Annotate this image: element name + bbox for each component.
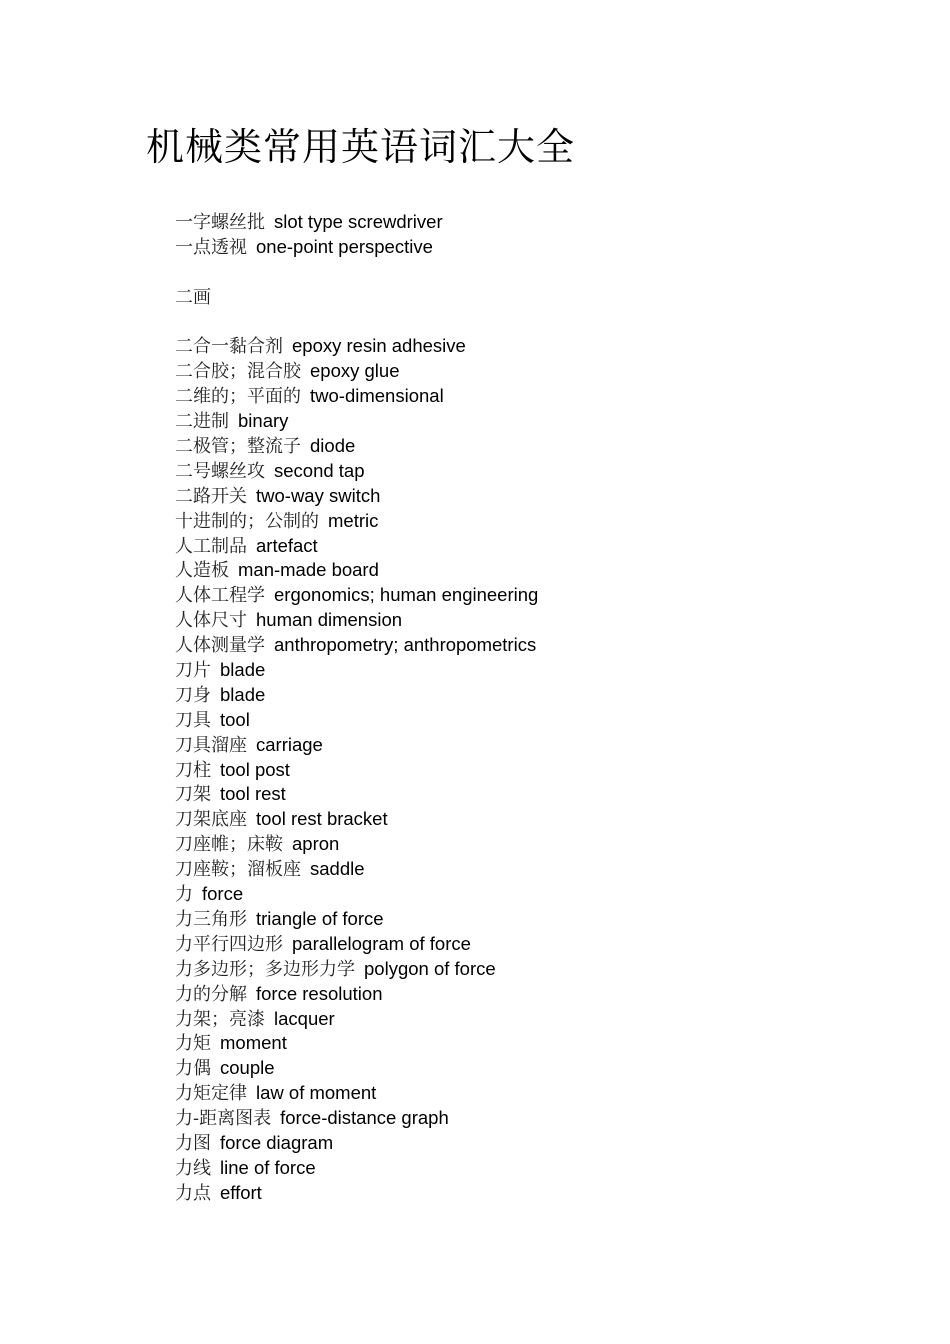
- english-term: force: [202, 883, 244, 905]
- glossary-entry: [175, 683, 538, 708]
- glossary-entry: [175, 932, 538, 957]
- glossary-entry: [175, 608, 538, 633]
- chinese-term: 力图: [175, 1132, 211, 1154]
- chinese-term: 力矩: [175, 1033, 211, 1055]
- chinese-term: 人工制品: [175, 535, 247, 557]
- english-term: line of force: [220, 1156, 316, 1178]
- english-term: effort: [220, 1181, 262, 1203]
- chinese-term: 刀具: [175, 709, 211, 731]
- chinese-term: 刀片: [175, 660, 211, 682]
- glossary-entry: [175, 1081, 538, 1106]
- english-term: blade: [220, 683, 266, 705]
- blank-line: [175, 310, 538, 335]
- glossary-entry: [175, 782, 538, 807]
- glossary-entry: [175, 1007, 538, 1032]
- english-term: human dimension: [256, 609, 403, 631]
- chinese-term: 刀柱: [175, 759, 211, 781]
- chinese-term: 人体测量学: [175, 635, 265, 657]
- glossary-entry: [175, 509, 538, 534]
- chinese-term: 二维的；平面的: [175, 386, 301, 408]
- glossary-entry: [175, 484, 538, 509]
- chinese-term: 刀具溜座: [175, 734, 247, 756]
- english-term: man-made board: [238, 559, 379, 581]
- english-term: blade: [220, 659, 266, 681]
- english-term: metric: [328, 509, 379, 531]
- glossary-entry: [175, 708, 538, 733]
- chinese-term: 一字螺丝批: [175, 212, 265, 233]
- chinese-term: 力: [175, 884, 193, 906]
- glossary-entry: [175, 210, 538, 235]
- chinese-term: 力矩定律: [175, 1083, 247, 1105]
- chinese-term: 力点: [175, 1182, 211, 1204]
- english-term: one-point perspective: [256, 235, 433, 257]
- chinese-term: 力偶: [175, 1058, 211, 1080]
- chinese-term: 力的分解: [175, 983, 247, 1005]
- chinese-term: 二号螺丝攻: [175, 460, 265, 482]
- english-term: force diagram: [220, 1131, 334, 1153]
- chinese-term: 一点透视: [175, 236, 247, 258]
- chinese-term: 二合胶；混合胶: [175, 361, 301, 383]
- chinese-term: 力三角形: [175, 908, 247, 930]
- english-term: ergonomics; human engineering: [274, 584, 539, 606]
- chinese-term: 刀身: [175, 684, 211, 706]
- english-term: saddle: [310, 858, 365, 880]
- chinese-term: 二进制: [175, 411, 229, 433]
- chinese-term: 力多边形；多边形力学: [175, 958, 355, 980]
- chinese-term: 二画: [175, 286, 211, 308]
- chinese-term: 刀架: [175, 784, 211, 806]
- glossary-entry: [175, 1031, 538, 1056]
- english-term: tool rest bracket: [256, 808, 388, 830]
- english-term: slot type screwdriver: [274, 211, 443, 232]
- glossary-entry: [175, 409, 538, 434]
- glossary-entry: [175, 1156, 538, 1181]
- chinese-term: 十进制的；公制的: [175, 510, 319, 532]
- glossary-entry: [175, 1106, 538, 1131]
- glossary-entry: [175, 832, 538, 857]
- glossary-entry: [175, 633, 538, 658]
- english-term: couple: [220, 1057, 275, 1079]
- english-term: second tap: [274, 459, 365, 481]
- glossary-entry: [175, 558, 538, 583]
- glossary-entry: [175, 907, 538, 932]
- glossary-entry: [175, 982, 538, 1007]
- chinese-term: 二合一黏合剂: [175, 336, 283, 358]
- glossary-entry: [175, 807, 538, 832]
- document-title: 机械类常用英语词汇大全: [146, 125, 576, 169]
- chinese-term: 人造板: [175, 560, 229, 582]
- glossary-entry: [175, 459, 538, 484]
- english-term: force-distance graph: [280, 1107, 449, 1129]
- chinese-term: 二极管；整流子: [175, 436, 301, 458]
- chinese-term: 刀座鞍；溜板座: [175, 859, 301, 881]
- glossary-entry: [175, 658, 538, 683]
- english-term: diode: [310, 435, 356, 457]
- english-term: two-dimensional: [310, 385, 444, 407]
- section-heading: [175, 285, 538, 310]
- english-term: binary: [238, 410, 289, 432]
- english-term: anthropometry; anthropometrics: [274, 634, 537, 656]
- glossary-entry: [175, 534, 538, 559]
- glossary-entry: [175, 583, 538, 608]
- chinese-term: 力平行四边形: [175, 933, 283, 955]
- glossary-entry: [175, 384, 538, 409]
- english-term: epoxy glue: [310, 360, 400, 382]
- glossary-entry: [175, 882, 538, 907]
- chinese-term: 人体工程学: [175, 585, 265, 607]
- glossary-entry: [175, 1181, 538, 1206]
- glossary-entry: [175, 235, 538, 260]
- english-term: tool: [220, 708, 250, 730]
- english-term: carriage: [256, 733, 323, 755]
- english-term: lacquer: [274, 1007, 335, 1029]
- blank-line: [175, 260, 538, 285]
- chinese-term: 刀架底座: [175, 809, 247, 831]
- english-term: tool rest: [220, 783, 286, 805]
- english-term: moment: [220, 1032, 287, 1054]
- english-term: force resolution: [256, 982, 383, 1004]
- chinese-term: 力架；亮漆: [175, 1008, 265, 1030]
- glossary-entry: [175, 434, 538, 459]
- glossary-entry: [175, 733, 538, 758]
- chinese-term: 力-距离图表: [175, 1108, 272, 1130]
- glossary-list: [175, 210, 538, 1206]
- english-term: artefact: [256, 534, 318, 556]
- glossary-entry: [175, 334, 538, 359]
- glossary-entry: [175, 857, 538, 882]
- english-term: two-way switch: [256, 484, 381, 506]
- glossary-entry: [175, 957, 538, 982]
- chinese-term: 力线: [175, 1157, 211, 1179]
- english-term: apron: [292, 833, 340, 855]
- english-term: epoxy resin adhesive: [292, 335, 466, 357]
- glossary-entry: [175, 1131, 538, 1156]
- chinese-term: 人体尺寸: [175, 610, 247, 632]
- english-term: polygon of force: [364, 957, 496, 979]
- glossary-entry: [175, 758, 538, 783]
- glossary-entry: [175, 1056, 538, 1081]
- english-term: parallelogram of force: [292, 932, 471, 954]
- chinese-term: 刀座帷；床鞍: [175, 834, 283, 856]
- chinese-term: 二路开关: [175, 485, 247, 507]
- english-term: triangle of force: [256, 907, 384, 929]
- glossary-entry: [175, 359, 538, 384]
- english-term: tool post: [220, 758, 290, 780]
- english-term: law of moment: [256, 1082, 377, 1104]
